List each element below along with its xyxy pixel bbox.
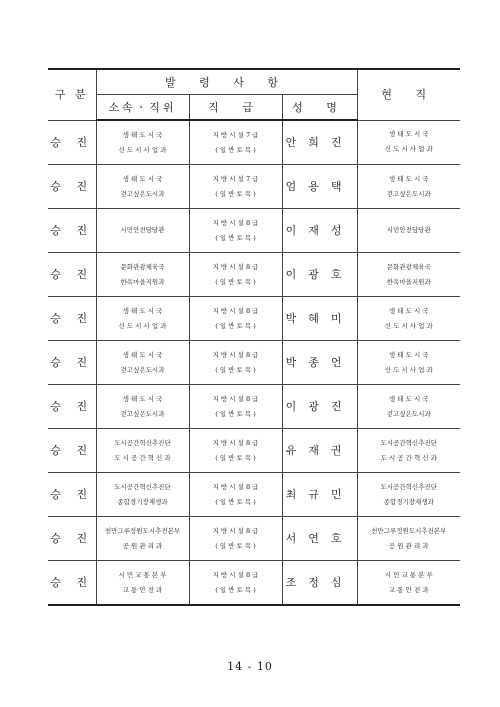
row-affiliation — [96, 561, 189, 606]
current-post-line-1: 생 태 도 시 국 — [388, 394, 429, 403]
current-post-line-1: 천만그루정원도시추진본부 — [371, 526, 447, 535]
table-row — [48, 385, 460, 429]
grade-line-2: ( 일 반 토 목 ) — [215, 453, 256, 462]
grade-line-1: 지 방 시 설 8 급 — [212, 350, 259, 359]
header-name: 성 명 — [282, 95, 357, 121]
row-current-post — [357, 473, 460, 517]
table-row — [48, 429, 460, 473]
row-affiliation — [96, 209, 189, 253]
grade-line-1: 지 방 시 설 8 급 — [212, 438, 259, 447]
table-row — [48, 517, 460, 561]
row-category: 승 진 — [48, 473, 96, 517]
row-name: 이재성 — [282, 209, 357, 253]
row-grade — [189, 385, 282, 429]
row-affiliation — [96, 429, 189, 473]
row-current-post — [357, 517, 460, 561]
current-post-line-1: 시민안전담당관 — [386, 226, 431, 234]
header-row-top — [48, 69, 460, 95]
grade-line-2: ( 일 반 토 목 ) — [215, 365, 256, 374]
table-row — [48, 341, 460, 385]
table-row — [48, 297, 460, 341]
affiliation-line-1: 생 태 도 시 국 — [122, 174, 163, 183]
affiliation-line-1: 문화관광체육국 — [120, 262, 165, 271]
row-affiliation — [96, 253, 189, 297]
row-category: 승 진 — [48, 341, 96, 385]
row-name: 엄용택 — [282, 165, 357, 209]
table-row — [48, 561, 460, 606]
affiliation-line-2: 종합경기장재생과 — [117, 497, 168, 506]
grade-line-2: ( 일 반 토 목 ) — [215, 189, 256, 198]
grade-line-2: ( 일 반 토 목 ) — [215, 585, 256, 594]
affiliation-line-1: 천만그루정원도시추진본부 — [104, 526, 181, 535]
row-name: 최규민 — [282, 473, 357, 517]
row-category: 승 진 — [48, 253, 96, 297]
header-appointment: 발 령 사 항 — [96, 69, 357, 95]
affiliation-line-2: 신 도 시 사 업 과 — [118, 321, 167, 330]
personnel-appointment-table — [48, 68, 460, 606]
grade-line-2: ( 일 반 토 목 ) — [215, 321, 256, 330]
affiliation-line-2: 걷고싶은도시과 — [120, 189, 165, 198]
row-category: 승 진 — [48, 120, 96, 165]
grade-line-1: 지 방 시 설 8 급 — [212, 526, 259, 535]
grade-line-1: 지 방 시 설 8 급 — [212, 262, 259, 271]
grade-line-2: ( 일 반 토 목 ) — [215, 409, 256, 418]
row-grade — [189, 473, 282, 517]
grade-line-1: 지 방 시 설 7 급 — [212, 174, 259, 183]
row-grade — [189, 341, 282, 385]
grade-line-2: ( 일 반 토 목 ) — [215, 497, 256, 506]
row-name: 유재권 — [282, 429, 357, 473]
row-grade — [189, 165, 282, 209]
header-current-post: 현 직 — [357, 69, 460, 120]
row-grade — [189, 209, 282, 253]
row-affiliation — [96, 517, 189, 561]
row-grade — [189, 517, 282, 561]
grade-line-2: ( 일 반 토 목 ) — [215, 541, 256, 550]
row-affiliation — [96, 165, 189, 209]
affiliation-line-1: 생 태 도 시 국 — [122, 130, 163, 139]
row-category: 승 진 — [48, 165, 96, 209]
row-affiliation — [96, 297, 189, 341]
current-post-line-1: 문화관광체육국 — [386, 262, 431, 271]
grade-line-2: ( 일 반 토 목 ) — [215, 145, 256, 154]
table-row — [48, 165, 460, 209]
affiliation-line-1: 시 민 교 통 본 부 — [118, 570, 167, 579]
row-name: 조정심 — [282, 561, 357, 606]
grade-line-1: 지 방 시 설 8 급 — [212, 482, 259, 491]
row-affiliation — [96, 473, 189, 517]
row-grade — [189, 253, 282, 297]
current-post-line-1: 생 태 도 시 국 — [388, 130, 429, 139]
row-name: 이광호 — [282, 253, 357, 297]
affiliation-line-2: 공 원 관 리 과 — [122, 541, 163, 550]
appointment-rows — [48, 120, 460, 605]
current-post-line-2: 종합경기장재생과 — [383, 497, 434, 506]
table-row — [48, 120, 460, 165]
row-current-post — [357, 297, 460, 341]
affiliation-line-2: 교 통 안 전 과 — [122, 585, 163, 594]
current-post-line-2: 걷고싶은도시과 — [386, 189, 431, 198]
row-current-post — [357, 253, 460, 297]
current-post-line-1: 시 민 교 통 본 부 — [384, 570, 433, 579]
affiliation-line-1: 도시공간혁신추진단 — [114, 438, 171, 447]
current-post-line-2: 걷고싶은도시과 — [386, 409, 431, 418]
table-row — [48, 473, 460, 517]
table-row — [48, 209, 460, 253]
row-grade — [189, 429, 282, 473]
table-row — [48, 253, 460, 297]
row-current-post — [357, 561, 460, 606]
row-name: 박종언 — [282, 341, 357, 385]
affiliation-line-1: 생 태 도 시 국 — [122, 394, 163, 403]
row-name: 박혜미 — [282, 297, 357, 341]
grade-line-1: 지 방 시 설 8 급 — [212, 218, 259, 227]
affiliation-line-2: 걷고싶은도시과 — [120, 365, 165, 374]
grade-line-1: 지 방 시 설 7 급 — [212, 130, 259, 139]
header-category: 구 분 — [48, 69, 96, 120]
affiliation-line-2: 걷고싶은도시과 — [120, 409, 165, 418]
row-name: 이광진 — [282, 385, 357, 429]
current-post-line-1: 생 태 도 시 국 — [388, 306, 429, 315]
affiliation-line-2: 한옥마을지원과 — [120, 277, 165, 286]
row-current-post — [357, 209, 460, 253]
affiliation-line-1: 시민안전담당관 — [120, 226, 165, 234]
current-post-line-2: 교 통 안 전 과 — [388, 585, 429, 594]
row-current-post — [357, 120, 460, 165]
row-category: 승 진 — [48, 429, 96, 473]
row-current-post — [357, 385, 460, 429]
row-category: 승 진 — [48, 385, 96, 429]
row-grade — [189, 561, 282, 606]
row-name: 안희진 — [282, 120, 357, 165]
affiliation-line-1: 도시공간혁신추진단 — [114, 482, 171, 491]
affiliation-line-2: 도 시 공 간 혁 신 과 — [114, 453, 171, 462]
current-post-line-1: 생 태 도 시 국 — [388, 174, 429, 183]
current-post-line-2: 신 도 시 사 업 과 — [384, 145, 433, 154]
row-affiliation — [96, 341, 189, 385]
row-category: 승 진 — [48, 561, 96, 606]
current-post-line-1: 도시공간혁신추진단 — [380, 482, 438, 491]
grade-line-2: ( 일 반 토 목 ) — [215, 233, 256, 242]
grade-line-1: 지 방 시 설 8 급 — [212, 306, 259, 315]
row-name: 서연호 — [282, 517, 357, 561]
current-post-line-1: 생 태 도 시 국 — [388, 350, 429, 359]
row-current-post — [357, 165, 460, 209]
row-current-post — [357, 429, 460, 473]
header-affiliation: 소속ㆍ직위 — [96, 95, 189, 121]
row-category: 승 진 — [48, 297, 96, 341]
current-post-line-2: 도 시 공 간 혁 신 과 — [380, 453, 437, 462]
affiliation-line-2: 신 도 시 사 업 과 — [118, 145, 167, 154]
row-category: 승 진 — [48, 517, 96, 561]
current-post-line-2: 신 도 시 사 업 과 — [384, 321, 433, 330]
row-grade — [189, 297, 282, 341]
row-category: 승 진 — [48, 209, 96, 253]
page-number: 14 - 10 — [227, 660, 273, 673]
row-affiliation — [96, 385, 189, 429]
header-grade: 직 급 — [189, 95, 282, 121]
current-post-line-2: 신 도 시 사 업 과 — [384, 365, 433, 374]
row-grade — [189, 120, 282, 165]
row-affiliation — [96, 120, 189, 165]
affiliation-line-1: 생 태 도 시 국 — [122, 306, 163, 315]
affiliation-line-1: 생 태 도 시 국 — [122, 350, 163, 359]
grade-line-1: 지 방 시 설 8 급 — [212, 570, 259, 579]
row-current-post — [357, 341, 460, 385]
current-post-line-1: 도시공간혁신추진단 — [380, 438, 438, 447]
grade-line-1: 지 방 시 설 8 급 — [212, 394, 259, 403]
current-post-line-2: 공 원 관 리 과 — [388, 541, 429, 550]
grade-line-2: ( 일 반 토 목 ) — [215, 277, 256, 286]
current-post-line-2: 한옥마을지원과 — [386, 277, 431, 286]
